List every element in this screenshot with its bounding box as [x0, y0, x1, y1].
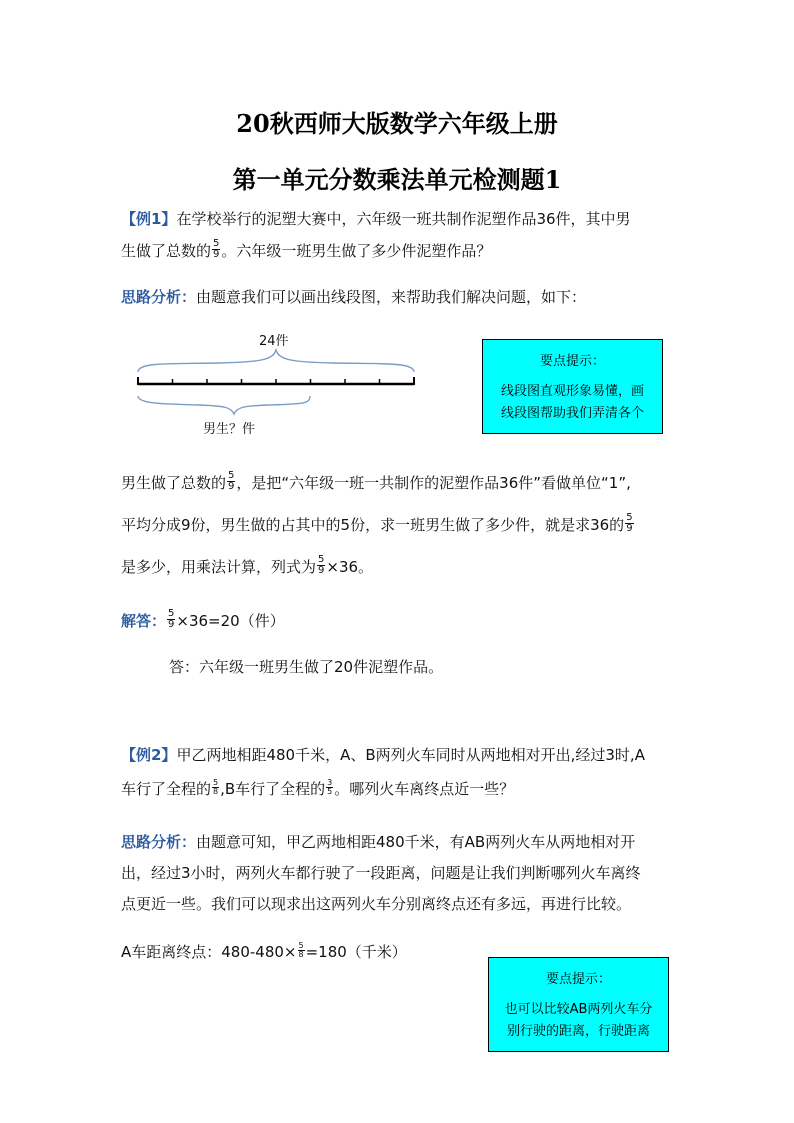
- example2-line1: [121, 744, 645, 766]
- diagram-top-label: 24件: [259, 334, 289, 349]
- example2-text: 车行了全程的: [121, 780, 212, 798]
- example2-text: 。哪列火车离终点近一些？: [334, 780, 515, 798]
- analysis1-text: 由题意我们可以画出线段图，来帮助我们解决问题，如下：: [196, 288, 587, 306]
- example1-text-a: 在学校举行的泥塑大赛中，六年级一班共制作泥塑作品36件，其中男: [176, 210, 631, 228]
- fraction: $\frac{5}{9}$: [228, 470, 235, 492]
- example1-line2: [121, 240, 491, 262]
- explain-text: 平均分成9份，男生做的占其中的5份，求一班男生做了多少件，就是求36的: [121, 516, 625, 534]
- analysis2-label: 思路分析：: [121, 833, 197, 851]
- top-brace: [138, 350, 414, 372]
- line-segment-diagram: [130, 344, 425, 416]
- analysis2-text: 由题意可知，甲乙两地相距480千米，有AB两列火车从两地相对开: [196, 833, 636, 851]
- page-subtitle: 第一单元分数乘法单元检测题1: [232, 165, 562, 194]
- page-title: 20秋西师大版数学六年级上册: [236, 109, 558, 138]
- tip-text-line2: 别行驶的距离，行驶距离: [506, 1024, 650, 1039]
- answer1-reply: 答：六年级一班男生做了20件泥塑作品。: [169, 658, 444, 676]
- tip-title: 要点提示：: [539, 354, 605, 369]
- example2-label: 【例2】: [121, 746, 177, 764]
- tip-text-line1: 也可以比较AB两列火车分: [504, 1002, 653, 1017]
- tip-text-line1: 线段图直观形象易懂，画: [500, 384, 644, 399]
- tip-box: [482, 339, 663, 434]
- analysis2-line2: 出，经过3小时，两列火车都行驶了一段距离，问题是让我们判断哪列火车离终: [121, 864, 641, 882]
- example1-text-b1: 生做了总数的: [121, 242, 212, 260]
- fraction: $\frac{5}{9}$: [213, 238, 220, 260]
- analysis2-line3: 点更近一些。我们可以现求出这两列火车分别离终点还有多远，再进行比较。: [121, 895, 632, 913]
- analysis2-line1: [121, 831, 635, 853]
- explain-text: 男生做了总数的: [121, 474, 227, 492]
- analysis1-label: 思路分析：: [121, 288, 197, 306]
- explain-text: 是多少，用乘法计算，列式为: [121, 558, 317, 576]
- explain1-line1: [121, 472, 631, 494]
- analysis1-line: [121, 286, 586, 308]
- fraction: $\frac{5}{9}$: [626, 512, 633, 534]
- bottom-brace: [138, 396, 310, 414]
- explain-text: ，是把“六年级一班一共制作的泥塑作品36件”看做单位“1”,: [236, 474, 631, 492]
- calc-text: =180（千米）: [305, 943, 407, 961]
- fraction: $\frac{5}{9}$: [168, 608, 175, 630]
- fraction: $\frac{5}{8}$: [298, 941, 304, 959]
- calc-text: A车距离终点：480-480×: [121, 943, 297, 961]
- example1-label: 【例1】: [121, 210, 177, 228]
- explain-text: ×36。: [326, 558, 374, 576]
- calc-line: [121, 941, 407, 963]
- tip-box: [488, 957, 669, 1052]
- example1-text-b2: 。六年级一班男生做了多少件泥塑作品？: [221, 242, 492, 260]
- answer-label: 解答：: [121, 612, 167, 630]
- fraction: $\frac{3}{5}$: [327, 778, 333, 796]
- fraction: $\frac{5}{8}$: [213, 778, 219, 796]
- explain1-line2: [121, 514, 635, 536]
- example2-text-a: 甲乙两地相距480千米，A、B两列火车同时从两地相对开出,经过3时,A: [176, 746, 645, 764]
- answer1-line: [121, 610, 285, 632]
- answer-expr: ×36=20（件）: [176, 612, 285, 630]
- explain1-line3: [121, 556, 373, 578]
- example1-line1: [121, 208, 631, 230]
- fraction: $\frac{5}{9}$: [318, 554, 325, 576]
- tip-text-line2: 线段图帮助我们弄清各个: [500, 406, 644, 421]
- example2-text: ,B车行了全程的: [220, 780, 326, 798]
- example2-line2: [121, 778, 514, 800]
- tip-title: 要点提示：: [545, 972, 611, 987]
- diagram-bottom-label: 男生？件: [203, 422, 256, 437]
